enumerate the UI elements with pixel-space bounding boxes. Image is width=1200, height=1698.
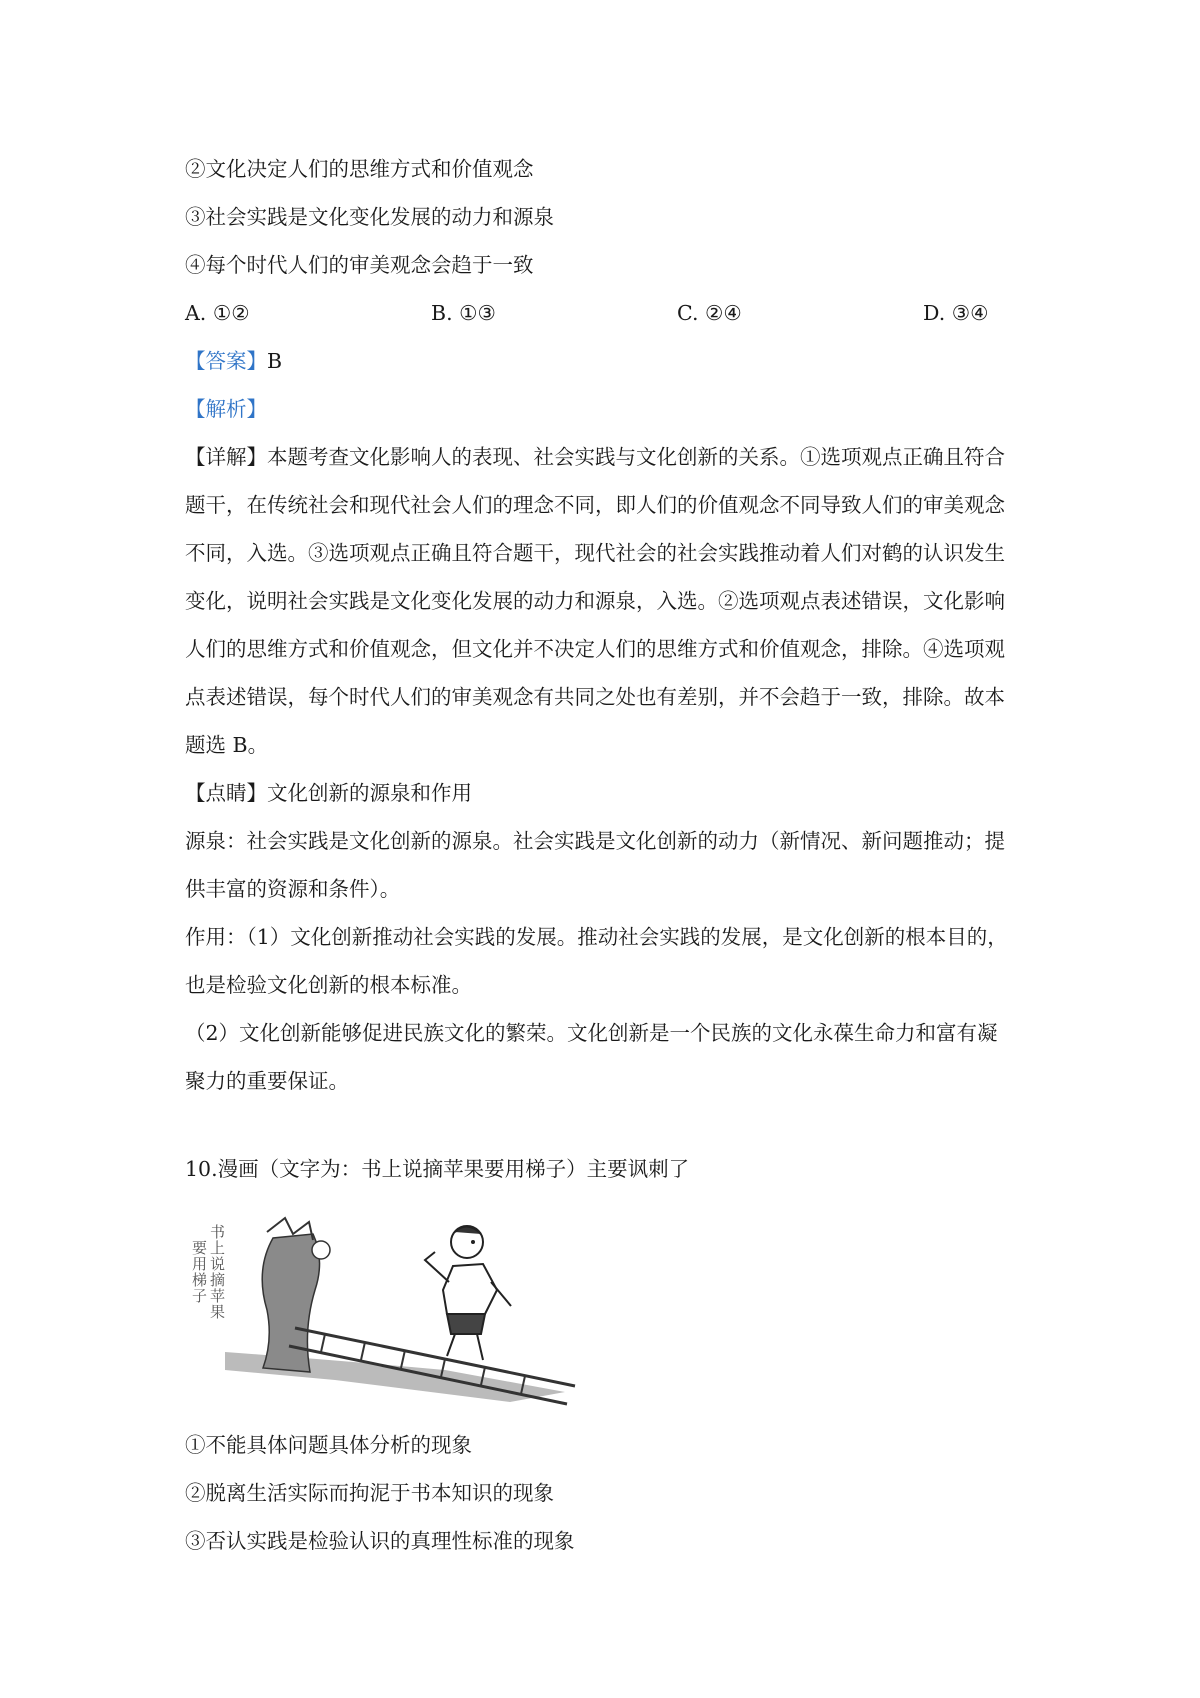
dianjing-line: 作用：（1）文化创新推动社会实践的发展。推动社会实践的发展，是文化创新的根本目的，: [185, 925, 1008, 949]
cartoon-caption-1: 书上说摘苹果: [208, 1224, 226, 1320]
detail-line: 【详解】本题考查文化影响人的表现、社会实践与文化创新的关系。①选项观点正确且符合: [185, 445, 1005, 469]
dianjing-title: 【点睛】文化创新的源泉和作用: [185, 781, 472, 805]
detail-line: 变化，说明社会实践是文化变化发展的动力和源泉，入选。②选项观点表述错误，文化影响: [185, 589, 1005, 613]
option-d: D. ③④: [923, 301, 989, 325]
dianjing-line: 供丰富的资源和条件）。: [185, 877, 401, 901]
apple-icon: [312, 1241, 330, 1259]
dianjing-line: （2）文化创新能够促进民族文化的繁荣。文化创新是一个民族的文化永葆生命力和富有凝: [185, 1021, 998, 1045]
option-a: A. ①②: [185, 301, 250, 325]
detail-line: 点表述错误，每个时代人们的审美观念有共同之处也有差别，并不会趋于一致，排除。故本: [185, 685, 1005, 709]
q10-statement-2: ②脱离生活实际而拘泥于书本知识的现象: [185, 1481, 554, 1505]
question-10-stem: 10.漫画（文字为：书上说摘苹果要用梯子）主要讽刺了: [185, 1157, 690, 1181]
answer-tag: 【答案】: [185, 349, 267, 373]
cartoon-caption-2: 要用梯子: [190, 1240, 208, 1304]
detail-line: 人们的思维方式和价值观念，但文化并不决定人们的思维方式和价值观念，排除。④选项观: [185, 637, 1005, 661]
dianjing-line: 源泉：社会实践是文化创新的源泉。社会实践是文化创新的动力（新情况、新问题推动；提: [185, 829, 1005, 853]
detail-line: 不同，入选。③选项观点正确且符合题干，现代社会的社会实践推动着人们对鹤的认识发生: [185, 541, 1005, 565]
statement-2: ②文化决定人们的思维方式和价值观念: [185, 157, 534, 181]
ladder-rung: [401, 1350, 405, 1368]
dianjing-line: 也是检验文化创新的根本标准。: [185, 973, 472, 997]
q10-statement-3: ③否认实践是检验认识的真理性标准的现象: [185, 1529, 575, 1553]
q10-statement-1: ①不能具体问题具体分析的现象: [185, 1433, 472, 1457]
ladder-cartoon: [185, 1210, 610, 1410]
ladder-rung: [321, 1334, 325, 1352]
detail-line: 题选 B。: [185, 733, 269, 757]
option-b: B. ①③: [431, 301, 496, 325]
answer-value: B: [267, 349, 283, 373]
dianjing-line: 聚力的重要保证。: [185, 1069, 349, 1093]
detail-line: 题干，在传统社会和现代社会人们的理念不同，即人们的价值观念不同导致人们的审美观念: [185, 493, 1005, 517]
ladder-rung: [361, 1342, 365, 1360]
options-row: [185, 301, 1025, 325]
analysis-tag: 【解析】: [185, 397, 267, 421]
statement-3: ③社会实践是文化变化发展的动力和源泉: [185, 205, 554, 229]
option-c: C. ②④: [677, 301, 742, 325]
answer-line: [185, 349, 1025, 373]
man-figure: [425, 1226, 511, 1360]
statement-4: ④每个时代人们的审美观念会趋于一致: [185, 253, 534, 277]
